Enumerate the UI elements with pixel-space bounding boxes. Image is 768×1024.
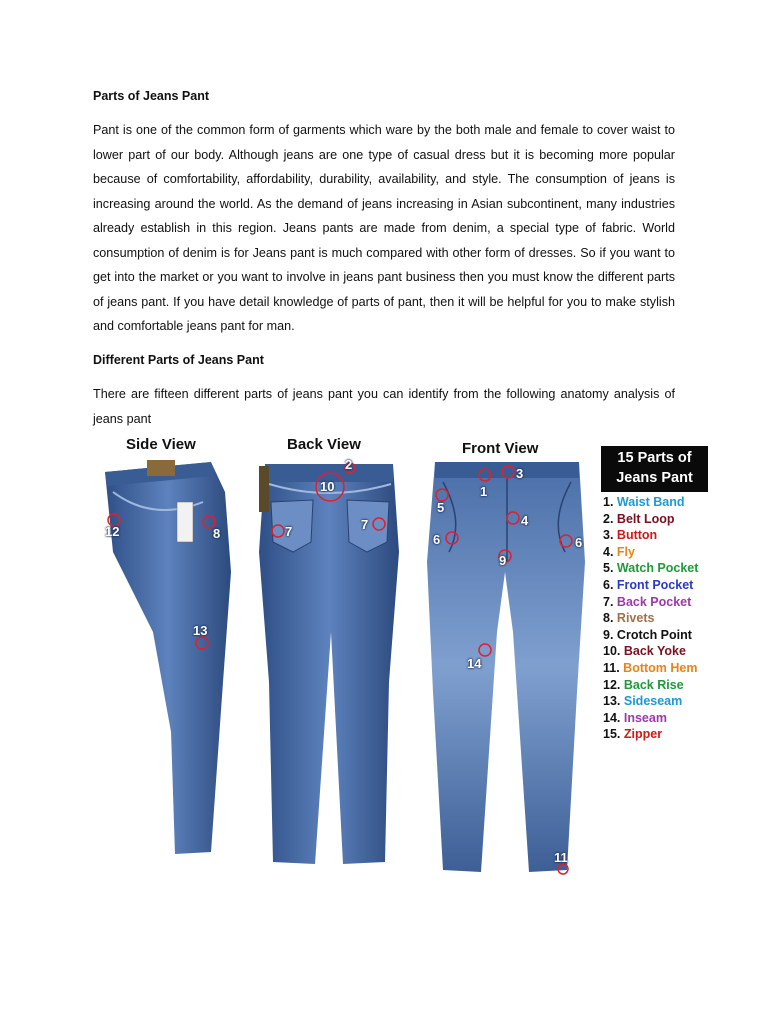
intro-paragraph: Pant is one of the common form of garments which ware by the both male and female to cover waist to lower part of our body. Although jeans are one type of casual dress but it is becoming more popular because of comfortability, affordability, durability, availability, and style. The consumption of jeans is increasing around the world. As the demand of jeans increasing in Asian subcontinent, many industries already establish in this region. Jeans pants are made from denim, a special type of fabric. World consumption of denim is for Jeans pant is much compared with other form of dresses. So if you want to get into the market or you want to involve in jeans pant business then you must know the different parts of jeans pant. If you have detail knowledge of parts of pant, then it will be helpful for you to make stylish and comfortable jeans pant for man. xyxy=(93,123,675,333)
legend-item xyxy=(603,610,698,627)
legend-item-number: 9. xyxy=(603,627,614,642)
legend-item-number: 12. xyxy=(603,677,621,692)
legend-item xyxy=(603,527,698,544)
legend-item-name: Rivets xyxy=(616,611,655,626)
legend-item xyxy=(603,710,698,727)
marker-7-left: 7 xyxy=(285,524,293,539)
legend-item-number: 14. xyxy=(603,710,621,725)
legend-item xyxy=(603,726,698,743)
marker-11: 11 xyxy=(554,850,568,865)
legend-item-name: Sideseam xyxy=(623,694,683,709)
legend-item xyxy=(603,627,698,644)
legend-item-number: 11. xyxy=(603,660,620,675)
legend-item-name: Inseam xyxy=(623,710,667,725)
legend-item-number: 3. xyxy=(603,528,614,543)
legend-item-name: Back Pocket xyxy=(616,594,692,609)
legend-item-name: Belt Loop xyxy=(616,511,675,526)
subsection-heading: Different Parts of Jeans Pant xyxy=(93,353,264,367)
legend-item-name: Fly xyxy=(616,544,635,559)
legend-item-name: Button xyxy=(616,528,658,543)
marker-12: 12 xyxy=(105,524,120,539)
legend-item xyxy=(603,544,698,561)
marker-2: 2 xyxy=(345,457,353,472)
legend-item-name: Back Yoke xyxy=(623,644,686,659)
legend-item-name: Zipper xyxy=(623,727,663,742)
legend-item-name: Bottom Hem xyxy=(623,660,698,675)
legend-title-box xyxy=(601,446,708,492)
legend-item-number: 13. xyxy=(603,694,621,709)
legend-item-number: 7. xyxy=(603,594,614,609)
legend-item-number: 4. xyxy=(603,544,614,559)
parts-legend xyxy=(603,494,698,743)
marker-9: 9 xyxy=(499,553,507,568)
legend-title-line1: 15 Parts of xyxy=(617,450,692,466)
legend-item xyxy=(603,560,698,577)
front-view-jeans xyxy=(427,462,585,872)
legend-item-number: 5. xyxy=(603,561,614,576)
marker-1: 1 xyxy=(480,484,488,499)
legend-item xyxy=(603,577,698,594)
back-view-title: Back View xyxy=(287,436,361,453)
section-heading: Parts of Jeans Pant xyxy=(93,89,210,103)
marker-10: 10 xyxy=(320,479,335,494)
legend-item-name: Front Pocket xyxy=(616,577,694,592)
marker-14: 14 xyxy=(467,656,482,671)
legend-item-number: 10. xyxy=(603,644,621,659)
marker-8: 8 xyxy=(213,526,221,541)
marker-3: 3 xyxy=(516,466,524,481)
jeans-anatomy-figure xyxy=(93,432,725,880)
marker-7-right: 7 xyxy=(361,517,369,532)
legend-item-number: 2. xyxy=(603,511,614,526)
legend-item-name: Watch Pocket xyxy=(616,561,699,576)
legend-item xyxy=(603,677,698,694)
legend-item-name: Back Rise xyxy=(623,677,684,692)
legend-item xyxy=(603,660,698,677)
legend-item xyxy=(603,693,698,710)
legend-item-name: Crotch Point xyxy=(616,627,692,642)
side-view-title: Side View xyxy=(126,436,196,453)
side-view-jeans xyxy=(105,460,231,854)
legend-item-number: 8. xyxy=(603,611,614,626)
front-view-title: Front View xyxy=(462,440,539,457)
figure-intro-paragraph: There are fifteen different parts of jeans pant you can identify from the following anatomy analysis of jeans pant xyxy=(93,387,675,426)
legend-item xyxy=(603,511,698,528)
legend-item xyxy=(603,494,698,511)
legend-item xyxy=(603,643,698,660)
legend-item-number: 1. xyxy=(603,495,614,509)
marker-6-left: 6 xyxy=(433,532,441,547)
marker-13: 13 xyxy=(193,623,208,638)
marker-6-right: 6 xyxy=(575,535,583,550)
legend-title-line2: Jeans Pant xyxy=(616,470,693,486)
back-view-jeans xyxy=(259,464,399,864)
marker-4: 4 xyxy=(521,513,529,528)
legend-item xyxy=(603,594,698,611)
legend-item-number: 6. xyxy=(603,577,614,592)
marker-5: 5 xyxy=(437,500,445,515)
legend-item-number: 15. xyxy=(603,727,621,742)
legend-item-name: Waist Band xyxy=(616,495,685,509)
